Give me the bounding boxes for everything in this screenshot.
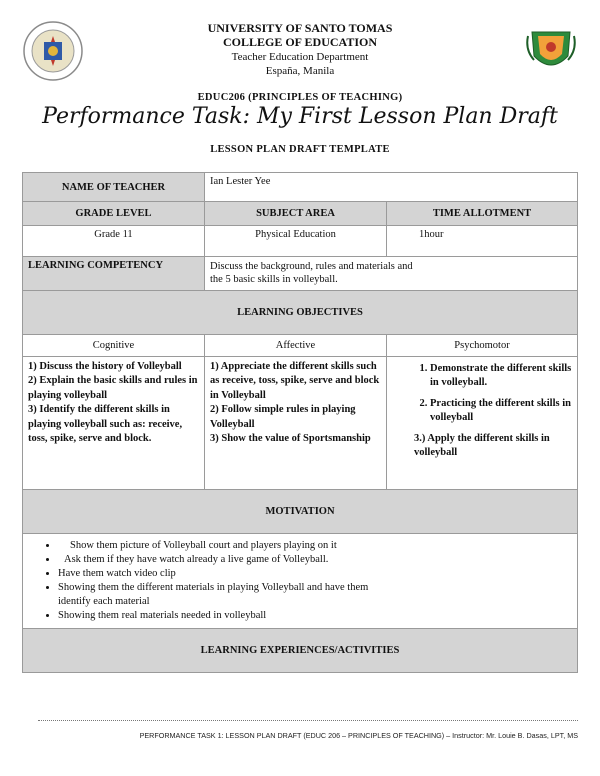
motivation-item: • Show them picture of Volleyball court and players playing on it bbox=[58, 539, 572, 553]
motivation-label: MOTIVATION bbox=[23, 490, 578, 534]
course-title: EDUC206 (PRINCIPLES OF TEACHING) bbox=[197, 92, 403, 103]
psychomotor-item: 1. Demonstrate the different skills in volleyball. bbox=[430, 362, 572, 391]
time-label: TIME ALLOTMENT bbox=[387, 202, 578, 226]
university-name: UNIVERSITY OF SANTO TOMAS bbox=[207, 21, 393, 35]
lesson-plan-table bbox=[22, 172, 578, 673]
subject-label: SUBJECT AREA bbox=[205, 202, 387, 226]
psychomotor-item: 3.) Apply the different skills in volleyball bbox=[414, 432, 550, 459]
page-footer: PERFORMANCE TASK 1: LESSON PLAN DRAFT (EDUC 206 – PRINCIPLES OF TEACHING) – Instructor: Mr. Louie B. Dasas, LPT, MS bbox=[139, 731, 578, 740]
cognitive-label: Cognitive bbox=[23, 335, 205, 357]
affective-item: 2) Follow simple rules in playing Volleyball bbox=[210, 404, 356, 430]
location: España, Manila bbox=[265, 65, 335, 77]
psychomotor-label: Psychomotor bbox=[387, 335, 578, 357]
name-label: NAME OF TEACHER bbox=[23, 173, 205, 202]
competency-value: Discuss the background, rules and materials and the 5 basic skills in volleyball. bbox=[205, 257, 578, 291]
grade-label: GRADE LEVEL bbox=[23, 202, 205, 226]
motivation-item: • Showing them the different materials in playing Volleyball and have them identify each material bbox=[58, 581, 572, 609]
motivation-item: • Ask them if they have watch already a live game of Volleyball. bbox=[58, 553, 572, 567]
task-title: Performance Task: My First Lesson Plan Draft bbox=[42, 104, 558, 129]
subject-value: Physical Education bbox=[205, 226, 387, 257]
cognitive-objectives bbox=[23, 357, 205, 490]
grade-value: Grade 11 bbox=[23, 226, 205, 257]
affective-label: Affective bbox=[205, 335, 387, 357]
cognitive-item: 2) Explain the basic skills and rules in playing volleyball bbox=[28, 375, 198, 401]
motivation-item: • Showing them real materials needed in volleyball bbox=[58, 609, 572, 623]
college-name: COLLEGE OF EDUCATION bbox=[222, 35, 378, 49]
time-value: 1hour bbox=[387, 226, 578, 257]
competency-label: LEARNING COMPETENCY bbox=[23, 257, 205, 291]
psychomotor-item: 2. Practicing the different skills in volleyball bbox=[430, 397, 572, 426]
affective-objectives bbox=[205, 357, 387, 490]
name-value: Ian Lester Yee bbox=[205, 173, 578, 202]
cognitive-item: 3) Identify the different skills in playing volleyball such as: receive, toss, spike, serve and block. bbox=[28, 404, 183, 445]
department-name: Teacher Education Department bbox=[231, 51, 369, 63]
objectives-label: LEARNING OBJECTIVES bbox=[23, 291, 578, 335]
affective-item: 3) Show the value of Sportsmanship bbox=[210, 433, 371, 445]
cognitive-item: 1) Discuss the history of Volleyball bbox=[28, 361, 182, 372]
experiences-label: LEARNING EXPERIENCES/ACTIVITIES bbox=[23, 629, 578, 673]
template-title: LESSON PLAN DRAFT TEMPLATE bbox=[210, 144, 390, 155]
psychomotor-objectives bbox=[387, 357, 578, 490]
affective-item: 1) Appreciate the different skills such as receive, toss, spike, serve and block in Volleyball bbox=[210, 361, 380, 401]
motivation-item: • Have them watch video clip bbox=[58, 567, 572, 581]
footer-divider bbox=[38, 720, 578, 721]
motivation-list bbox=[23, 534, 578, 629]
